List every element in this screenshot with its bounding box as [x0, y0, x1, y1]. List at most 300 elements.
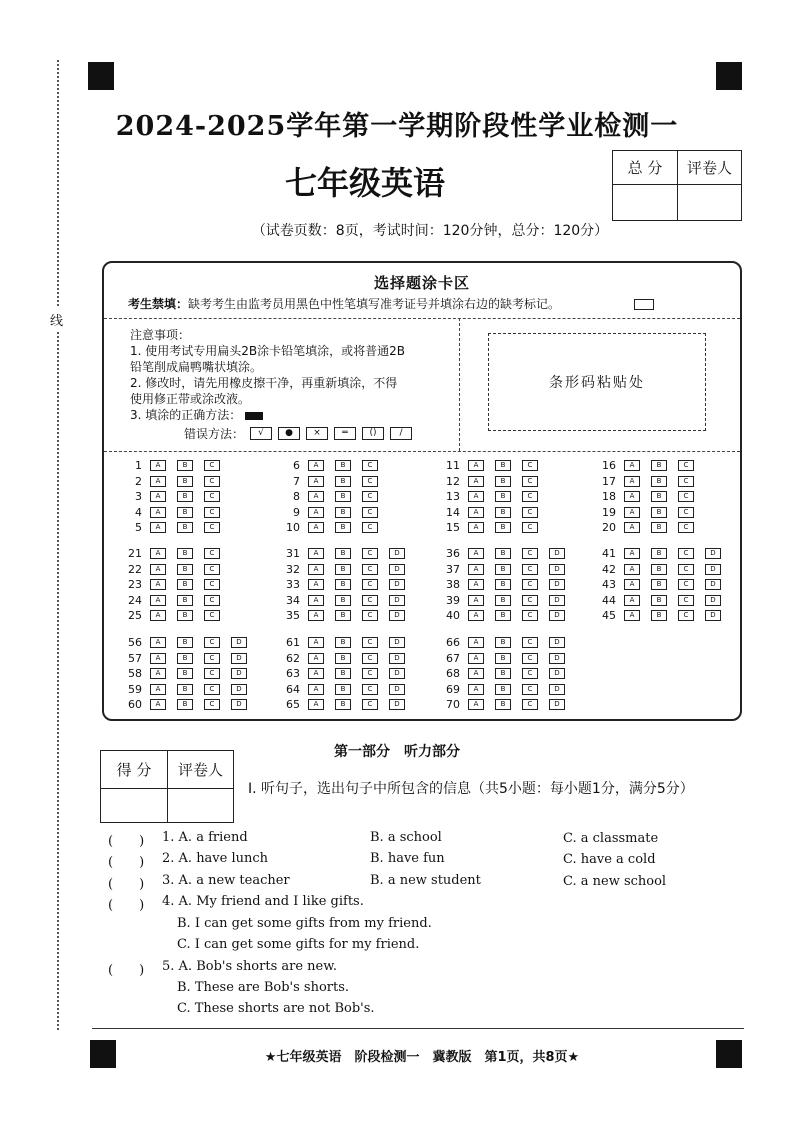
answer-bubble[interactable]: C: [522, 564, 538, 575]
question-number: 14: [446, 505, 460, 519]
answer-bubble[interactable]: A: [150, 579, 166, 590]
answer-bubble[interactable]: C: [204, 595, 220, 606]
option-b: B. a school: [370, 830, 442, 845]
answer-bubble[interactable]: B: [335, 653, 351, 664]
answer-bubble[interactable]: A: [624, 491, 640, 502]
subject-title: 七年级英语: [284, 164, 445, 202]
question-number: 69: [446, 682, 460, 696]
answer-bubble[interactable]: B: [495, 491, 511, 502]
answer-row: [124, 652, 258, 665]
answer-bubble[interactable]: B: [495, 476, 511, 487]
section-score-header: 得 分: [101, 751, 168, 789]
answer-bubble[interactable]: B: [177, 579, 193, 590]
instruction-line: 3. 填涂的正确方法：: [130, 407, 460, 423]
answer-bubble[interactable]: B: [177, 684, 193, 695]
answer-bubble[interactable]: A: [150, 460, 166, 471]
answer-bubble[interactable]: A: [308, 476, 324, 487]
answer-bubble[interactable]: C: [204, 684, 220, 695]
answer-bubble[interactable]: A: [308, 548, 324, 559]
grader-header: 评卷人: [678, 151, 742, 185]
answer-bubble[interactable]: B: [651, 491, 667, 502]
total-score-cell[interactable]: [613, 185, 678, 221]
answer-row: [124, 521, 231, 534]
answer-bubble[interactable]: A: [150, 507, 166, 518]
answer-bubble[interactable]: A: [308, 491, 324, 502]
answer-bubble[interactable]: C: [204, 548, 220, 559]
question-number: 43: [602, 578, 616, 591]
answer-bubble[interactable]: A: [468, 668, 484, 679]
answer-bubble[interactable]: A: [308, 684, 324, 695]
answer-bubble[interactable]: C: [678, 564, 694, 575]
answer-bubble[interactable]: C: [522, 595, 538, 606]
answer-bubble[interactable]: D: [549, 595, 565, 606]
answer-bubble[interactable]: B: [177, 653, 193, 664]
binding-dotted-line: [57, 60, 59, 1030]
card-divider-top: [104, 318, 740, 319]
answer-bubble[interactable]: C: [204, 564, 220, 575]
answer-bubble[interactable]: B: [177, 476, 193, 487]
answer-bubble[interactable]: B: [495, 548, 511, 559]
answer-bubble[interactable]: A: [150, 564, 166, 575]
answer-row: [282, 521, 389, 534]
answer-bubble[interactable]: B: [177, 522, 193, 533]
answer-bubble[interactable]: A: [468, 491, 484, 502]
answer-bubble[interactable]: C: [522, 491, 538, 502]
answer-bubble[interactable]: C: [204, 610, 220, 621]
section-title: 第一部分 听力部分: [334, 744, 460, 760]
answer-row: [598, 594, 732, 607]
answer-bubble[interactable]: C: [362, 522, 378, 533]
exam-info: （试卷页数：8页，考试时间：120分钟，总分：120分）: [251, 223, 609, 239]
answer-bubble[interactable]: B: [495, 460, 511, 471]
answer-bubble[interactable]: B: [335, 522, 351, 533]
section-grader-cell[interactable]: [168, 789, 234, 823]
absence-note-label: 考生禁填：: [128, 297, 189, 311]
answer-bubble[interactable]: B: [495, 507, 511, 518]
absence-mark-box[interactable]: [634, 299, 654, 310]
question-number: 59: [128, 682, 142, 696]
option-b: B. These are Bob's shorts.: [177, 980, 350, 995]
answer-bubble[interactable]: C: [204, 653, 220, 664]
question-number: 15: [446, 521, 460, 534]
answer-bubble[interactable]: A: [150, 637, 166, 648]
answer-card: [102, 261, 742, 721]
answer-bubble[interactable]: A: [308, 668, 324, 679]
answer-bubble[interactable]: C: [678, 610, 694, 621]
question-number: 37: [446, 562, 460, 576]
total-score-table: [612, 150, 742, 221]
answer-bubble[interactable]: C: [678, 579, 694, 590]
answer-bubble[interactable]: B: [495, 653, 511, 664]
answer-bubble[interactable]: B: [651, 564, 667, 575]
answer-bubble[interactable]: A: [150, 548, 166, 559]
section-grader-header: 评卷人: [168, 751, 234, 789]
answer-bubble[interactable]: C: [678, 476, 694, 487]
answer-bubble[interactable]: B: [651, 595, 667, 606]
answer-bubble[interactable]: B: [495, 637, 511, 648]
grader-cell[interactable]: [678, 185, 742, 221]
answer-bubble[interactable]: B: [335, 668, 351, 679]
answer-bubble[interactable]: B: [177, 564, 193, 575]
question-number: 20: [602, 521, 616, 534]
answer-bubble[interactable]: B: [335, 491, 351, 502]
answer-bubble[interactable]: C: [204, 668, 220, 679]
page-edge: [738, 258, 744, 718]
answer-bubble[interactable]: A: [308, 699, 324, 710]
answer-blank[interactable]: ( ): [108, 963, 145, 978]
answer-bubble[interactable]: D: [389, 653, 405, 664]
answer-bubble[interactable]: B: [495, 684, 511, 695]
answer-bubble[interactable]: D: [389, 684, 405, 695]
answer-bubble[interactable]: C: [362, 548, 378, 559]
answer-bubble[interactable]: B: [335, 595, 351, 606]
answer-row: [282, 459, 389, 472]
total-score-header: 总 分: [613, 151, 678, 185]
wrong-mark-cross: ×: [306, 427, 328, 440]
answer-bubble[interactable]: A: [624, 595, 640, 606]
answer-bubble[interactable]: B: [495, 564, 511, 575]
question-number: 56: [128, 636, 142, 649]
answer-bubble[interactable]: B: [495, 522, 511, 533]
answer-bubble[interactable]: C: [522, 507, 538, 518]
answer-bubble[interactable]: D: [549, 579, 565, 590]
answer-row: [442, 683, 576, 696]
answer-bubble[interactable]: C: [678, 595, 694, 606]
answer-blank[interactable]: ( ): [108, 898, 145, 913]
answer-bubble[interactable]: C: [362, 579, 378, 590]
answer-bubble[interactable]: A: [468, 579, 484, 590]
answer-bubble[interactable]: C: [522, 637, 538, 648]
answer-bubble[interactable]: C: [362, 668, 378, 679]
answer-bubble[interactable]: C: [522, 684, 538, 695]
answer-row: [124, 698, 258, 711]
answer-bubble[interactable]: C: [204, 460, 220, 471]
answer-bubble[interactable]: A: [308, 637, 324, 648]
answer-bubble[interactable]: B: [651, 522, 667, 533]
answer-bubble[interactable]: C: [678, 507, 694, 518]
answer-bubble[interactable]: A: [468, 637, 484, 648]
answer-bubble[interactable]: C: [362, 653, 378, 664]
question-number: 39: [446, 593, 460, 607]
question-number: 18: [602, 490, 616, 503]
answer-bubble[interactable]: C: [362, 460, 378, 471]
answer-bubble[interactable]: D: [705, 610, 721, 621]
answer-bubble[interactable]: B: [335, 610, 351, 621]
answer-bubble[interactable]: C: [204, 491, 220, 502]
answer-bubble[interactable]: A: [150, 491, 166, 502]
answer-bubble[interactable]: B: [495, 579, 511, 590]
question-number: 21: [128, 547, 142, 560]
answer-bubble[interactable]: D: [549, 610, 565, 621]
answer-bubble[interactable]: A: [624, 476, 640, 487]
answer-bubble[interactable]: C: [204, 522, 220, 533]
answer-bubble[interactable]: A: [624, 610, 640, 621]
answer-bubble[interactable]: B: [177, 610, 193, 621]
answer-row: [124, 490, 231, 503]
question-number: 17: [602, 474, 616, 488]
answer-bubble[interactable]: D: [389, 564, 405, 575]
answer-row: [442, 578, 576, 591]
answer-bubble[interactable]: A: [150, 476, 166, 487]
answer-bubble[interactable]: C: [362, 476, 378, 487]
answer-row: [598, 578, 732, 591]
answer-bubble[interactable]: B: [335, 548, 351, 559]
question-number: 67: [446, 651, 460, 665]
question-number: 9: [293, 505, 300, 519]
instruction-line: 2. 修改时，请先用橡皮擦干净，再重新填涂，不得: [130, 376, 398, 390]
answer-bubble[interactable]: C: [204, 699, 220, 710]
answer-bubble[interactable]: A: [150, 610, 166, 621]
answer-bubble[interactable]: A: [468, 610, 484, 621]
answer-bubble[interactable]: C: [362, 564, 378, 575]
answer-bubble[interactable]: A: [468, 460, 484, 471]
answer-bubble[interactable]: B: [335, 637, 351, 648]
answer-bubble[interactable]: B: [335, 684, 351, 695]
question-number: 63: [286, 667, 300, 680]
answer-bubble[interactable]: A: [624, 460, 640, 471]
answer-bubble[interactable]: C: [522, 579, 538, 590]
answer-row: [442, 594, 576, 607]
answer-bubble[interactable]: D: [231, 699, 247, 710]
answer-bubble[interactable]: D: [549, 668, 565, 679]
option-c: C. a classmate: [563, 831, 659, 846]
card-divider-bottom: [104, 451, 740, 452]
answer-bubble[interactable]: C: [204, 579, 220, 590]
answer-bubble[interactable]: B: [495, 699, 511, 710]
answer-row: [282, 683, 416, 696]
option-c: C. a new school: [563, 874, 667, 889]
answer-bubble[interactable]: A: [308, 610, 324, 621]
option-c: C. I can get some gifts for my friend.: [177, 937, 420, 952]
answer-row: [442, 698, 576, 711]
answer-row: [282, 594, 416, 607]
answer-bubble[interactable]: B: [335, 579, 351, 590]
answer-bubble[interactable]: D: [549, 699, 565, 710]
question-number: 12: [446, 474, 460, 488]
answer-bubble[interactable]: D: [231, 637, 247, 648]
answer-bubble[interactable]: C: [678, 522, 694, 533]
wrong-mark-slash: /: [390, 427, 412, 440]
answer-bubble[interactable]: A: [308, 579, 324, 590]
answer-bubble[interactable]: B: [651, 460, 667, 471]
option-c: C. have a cold: [563, 852, 656, 867]
answer-bubble[interactable]: B: [335, 476, 351, 487]
answer-bubble[interactable]: B: [651, 579, 667, 590]
answer-bubble[interactable]: B: [177, 637, 193, 648]
answer-bubble[interactable]: A: [624, 564, 640, 575]
answer-row: [598, 475, 705, 488]
answer-row: [124, 683, 258, 696]
answer-bubble[interactable]: A: [468, 548, 484, 559]
option-b: B. a new student: [370, 873, 481, 888]
answer-bubble[interactable]: D: [389, 637, 405, 648]
wrong-mark-lines: ═: [334, 427, 356, 440]
answer-row: [442, 563, 576, 576]
answer-bubble[interactable]: A: [468, 595, 484, 606]
answer-bubble[interactable]: B: [651, 476, 667, 487]
question-number: 35: [286, 609, 300, 622]
answer-bubble[interactable]: C: [362, 610, 378, 621]
question-number: 68: [446, 667, 460, 680]
answer-row: [282, 667, 416, 680]
question-number: 3: [135, 490, 142, 503]
answer-bubble[interactable]: D: [389, 579, 405, 590]
answer-bubble[interactable]: D: [549, 564, 565, 575]
answer-bubble[interactable]: D: [705, 548, 721, 559]
answer-blank[interactable]: ( ): [108, 877, 145, 892]
question-number: 31: [286, 547, 300, 560]
answer-bubble[interactable]: C: [522, 548, 538, 559]
answer-bubble[interactable]: C: [362, 507, 378, 518]
question-number: 34: [286, 593, 300, 607]
answer-row: [442, 547, 576, 560]
answer-bubble[interactable]: D: [231, 653, 247, 664]
answer-bubble[interactable]: B: [177, 460, 193, 471]
answer-bubble[interactable]: B: [651, 507, 667, 518]
answer-bubble[interactable]: A: [150, 699, 166, 710]
answer-bubble[interactable]: A: [150, 595, 166, 606]
answer-bubble[interactable]: B: [177, 548, 193, 559]
instructions-title: 注意事项：: [130, 328, 191, 342]
answer-bubble[interactable]: A: [150, 522, 166, 533]
answer-bubble[interactable]: C: [204, 637, 220, 648]
answer-bubble[interactable]: A: [624, 522, 640, 533]
answer-bubble[interactable]: C: [362, 699, 378, 710]
answer-bubble[interactable]: A: [308, 564, 324, 575]
question-number: 32: [286, 562, 300, 576]
question-number: 1: [135, 459, 142, 472]
question-number: 40: [446, 609, 460, 622]
answer-bubble[interactable]: A: [308, 507, 324, 518]
answer-bubble[interactable]: D: [231, 668, 247, 679]
option-a: 1. A. a friend: [162, 830, 248, 845]
answer-bubble[interactable]: A: [468, 476, 484, 487]
wrong-methods-label: 错误方法：: [184, 427, 245, 441]
answer-bubble[interactable]: B: [335, 699, 351, 710]
answer-row: [282, 563, 416, 576]
answer-bubble[interactable]: B: [177, 491, 193, 502]
answer-bubble[interactable]: B: [495, 595, 511, 606]
answer-bubble[interactable]: D: [389, 668, 405, 679]
answer-bubble[interactable]: C: [522, 653, 538, 664]
answer-bubble[interactable]: A: [308, 595, 324, 606]
answer-bubble[interactable]: B: [177, 595, 193, 606]
question-number: 42: [602, 562, 616, 576]
answer-bubble[interactable]: A: [624, 548, 640, 559]
option-b: B. have fun: [370, 851, 445, 866]
answer-bubble[interactable]: B: [495, 610, 511, 621]
question-number: 64: [286, 682, 300, 696]
question-number: 22: [128, 562, 142, 576]
answer-row: [282, 547, 416, 560]
answer-bubble[interactable]: A: [468, 507, 484, 518]
answer-bubble[interactable]: C: [204, 476, 220, 487]
answer-bubble[interactable]: B: [335, 460, 351, 471]
answer-bubble[interactable]: B: [651, 548, 667, 559]
section-score-cell[interactable]: [101, 789, 168, 823]
question-number: 13: [446, 490, 460, 503]
answer-bubble[interactable]: D: [389, 595, 405, 606]
answer-bubble[interactable]: A: [468, 522, 484, 533]
answer-bubble[interactable]: D: [389, 548, 405, 559]
answer-row: [442, 667, 576, 680]
answer-bubble[interactable]: A: [468, 564, 484, 575]
absence-note: [128, 295, 560, 312]
answer-bubble[interactable]: D: [549, 684, 565, 695]
answer-bubble[interactable]: C: [204, 507, 220, 518]
answer-blank[interactable]: ( ): [108, 855, 145, 870]
answer-bubble[interactable]: D: [549, 653, 565, 664]
answer-bubble[interactable]: B: [335, 564, 351, 575]
answer-bubble[interactable]: D: [389, 699, 405, 710]
answer-bubble[interactable]: C: [522, 610, 538, 621]
answer-bubble[interactable]: D: [231, 684, 247, 695]
answer-bubble[interactable]: A: [624, 579, 640, 590]
answer-bubble[interactable]: B: [177, 507, 193, 518]
answer-bubble[interactable]: C: [522, 476, 538, 487]
answer-bubble[interactable]: B: [177, 668, 193, 679]
answer-bubble[interactable]: A: [308, 460, 324, 471]
answer-bubble[interactable]: C: [678, 491, 694, 502]
answer-bubble[interactable]: B: [495, 668, 511, 679]
answer-bubble[interactable]: C: [522, 699, 538, 710]
answer-bubble[interactable]: C: [522, 522, 538, 533]
answer-bubble[interactable]: C: [362, 595, 378, 606]
answer-row: [282, 698, 416, 711]
answer-bubble[interactable]: D: [705, 595, 721, 606]
answer-bubble[interactable]: C: [522, 460, 538, 471]
answer-bubble[interactable]: A: [150, 684, 166, 695]
answer-row: [282, 475, 389, 488]
absence-note-text: 缺考考生由监考员用黑色中性笔填写准考证号并填涂右边的缺考标记。: [188, 297, 561, 311]
answer-bubble[interactable]: A: [468, 699, 484, 710]
answer-row: [124, 609, 231, 622]
answer-bubble[interactable]: B: [651, 610, 667, 621]
answer-bubble[interactable]: C: [522, 668, 538, 679]
answer-bubble[interactable]: B: [335, 507, 351, 518]
answer-bubble[interactable]: B: [177, 699, 193, 710]
answer-bubble[interactable]: D: [705, 579, 721, 590]
answer-row: [442, 506, 549, 519]
answer-bubble[interactable]: A: [468, 653, 484, 664]
answer-bubble[interactable]: C: [678, 460, 694, 471]
answer-bubble[interactable]: A: [624, 507, 640, 518]
answer-bubble[interactable]: D: [389, 610, 405, 621]
answer-bubble[interactable]: C: [362, 491, 378, 502]
page-bottom-rule: [92, 1028, 744, 1029]
answer-row: [124, 594, 231, 607]
option-b: B. I can get some gifts from my friend.: [177, 916, 432, 931]
question-number: 60: [128, 698, 142, 711]
answer-bubble[interactable]: A: [308, 653, 324, 664]
answer-blank[interactable]: ( ): [108, 834, 145, 849]
answer-bubble[interactable]: A: [150, 668, 166, 679]
answer-bubble[interactable]: C: [678, 548, 694, 559]
answer-bubble[interactable]: D: [549, 548, 565, 559]
answer-bubble[interactable]: A: [468, 684, 484, 695]
question-number: 45: [602, 609, 616, 622]
answer-bubble[interactable]: C: [362, 637, 378, 648]
answer-bubble[interactable]: D: [705, 564, 721, 575]
answer-bubble[interactable]: C: [362, 684, 378, 695]
answer-row: [598, 563, 732, 576]
option-c: C. These shorts are not Bob's.: [177, 1001, 375, 1016]
answer-bubble[interactable]: A: [308, 522, 324, 533]
question-number: 6: [293, 459, 300, 472]
section-instruction: Ⅰ. 听句子，选出句子中所包含的信息（共5小题：每小题1分，满分5分）: [248, 781, 694, 797]
answer-bubble[interactable]: A: [150, 653, 166, 664]
answer-bubble[interactable]: D: [549, 637, 565, 648]
